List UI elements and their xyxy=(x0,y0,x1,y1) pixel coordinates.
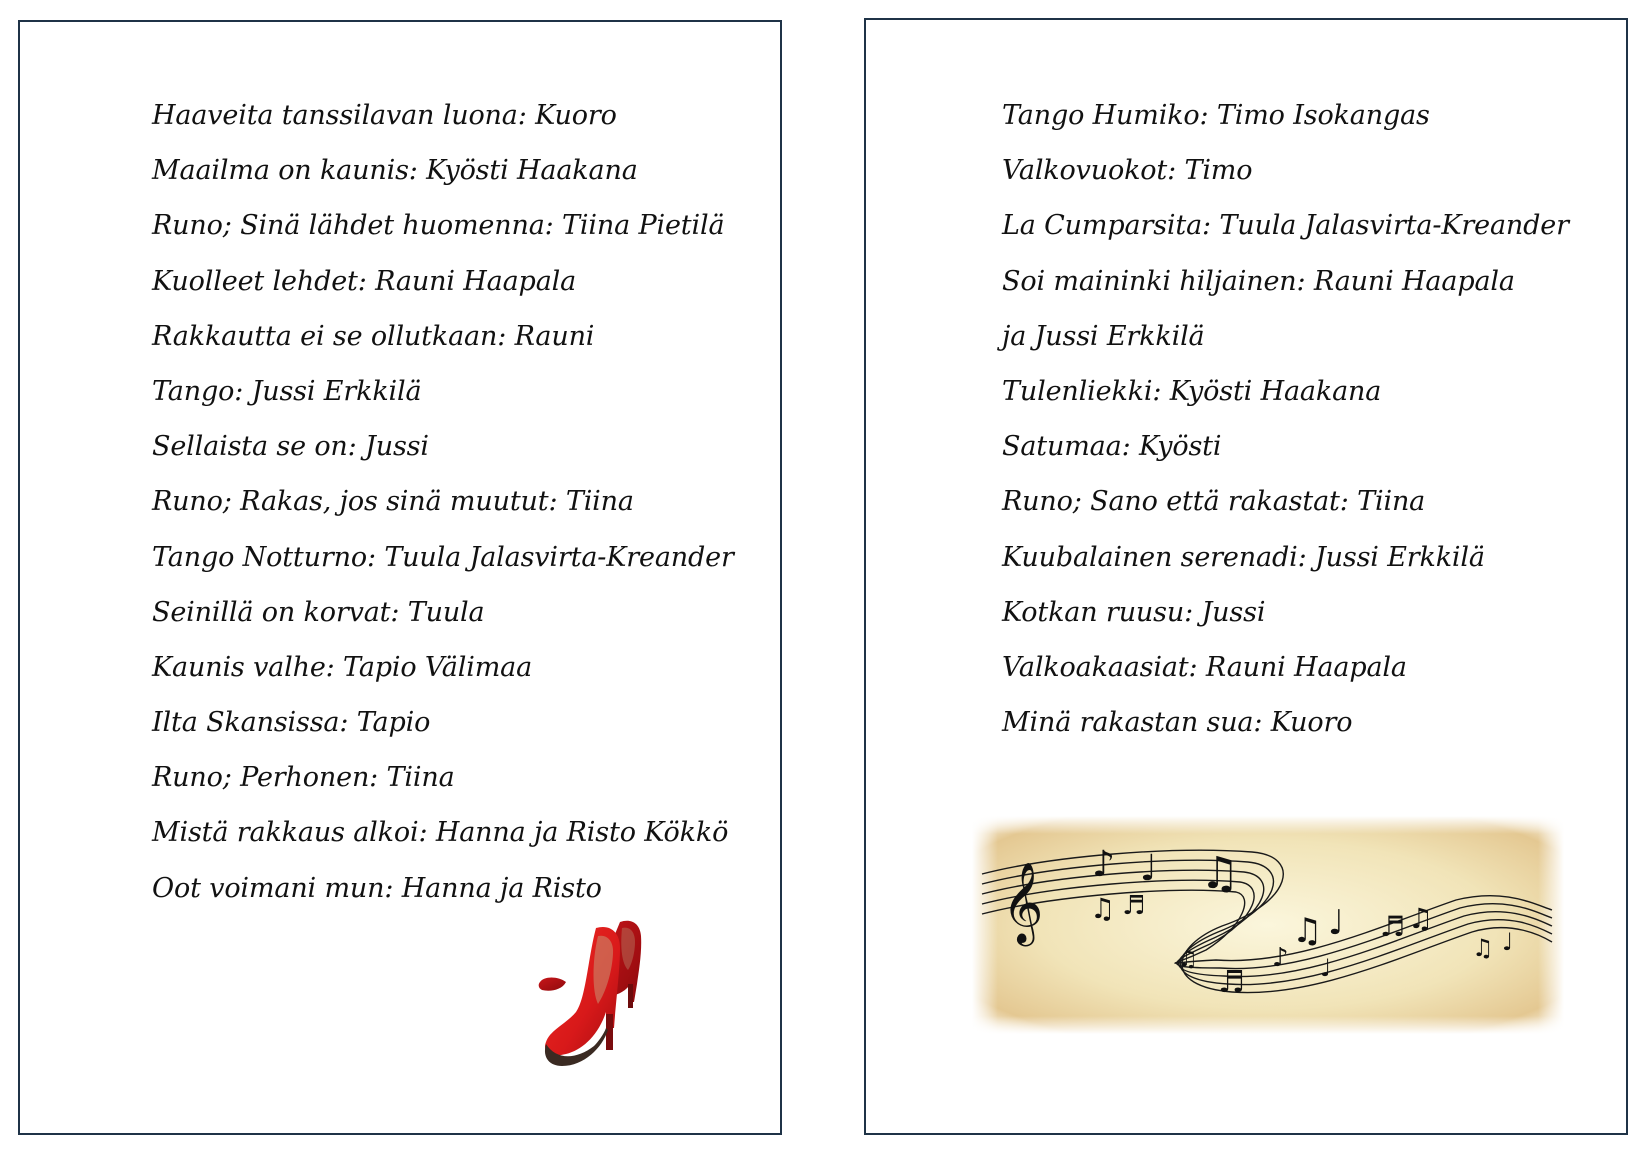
song-item: Satumaa: Kyösti xyxy=(1002,431,1222,463)
svg-text:♪: ♪ xyxy=(1092,844,1115,885)
svg-text:♫: ♫ xyxy=(1408,902,1434,935)
song-item: Haaveita tanssilavan luona: Kuoro xyxy=(152,100,617,131)
song-item: Sellaista se on: Jussi xyxy=(152,431,429,463)
svg-text:♫: ♫ xyxy=(1472,934,1494,962)
right-song-list xyxy=(1002,88,1569,750)
song-item: Valkoakaasiat: Rauni Haapala xyxy=(1002,651,1407,683)
song-item: Minä rakastan sua: Kuoro xyxy=(1002,707,1353,739)
song-item: Runo; Sano että rakastat: Tiina xyxy=(1002,486,1426,518)
svg-text:♫: ♫ xyxy=(1200,848,1240,899)
right-page xyxy=(864,18,1628,1135)
song-item: Soi maininki hiljainen: Rauni Haapala xyxy=(1002,265,1515,297)
red-shoes-image xyxy=(536,918,658,1068)
song-item: Seinillä on korvat: Tuula xyxy=(152,596,485,628)
left-page xyxy=(18,20,782,1135)
music-notes-banner-image xyxy=(972,816,1564,1034)
song-item: Valkovuokot: Timo xyxy=(1002,155,1253,187)
svg-text:♬: ♬ xyxy=(1380,910,1406,943)
svg-text:♬: ♬ xyxy=(1218,965,1245,1000)
svg-text:♩: ♩ xyxy=(1328,903,1345,943)
song-item: Runo; Rakas, jos sinä muutut: Tiina xyxy=(152,486,634,518)
song-item: Rakkautta ei se ollutkaan: Rauni xyxy=(152,320,595,352)
svg-text:♬: ♬ xyxy=(1122,891,1146,921)
song-item: Runo; Perhonen: Tiina xyxy=(152,762,455,794)
svg-text:♩: ♩ xyxy=(1320,954,1332,982)
song-item: Tango: Jussi Erkkilä xyxy=(152,375,422,407)
song-item: Tulenliekki: Kyösti Haakana xyxy=(1002,375,1382,407)
svg-text:♪: ♪ xyxy=(1272,943,1289,973)
song-item: Runo; Sinä lähdet huomenna: Tiina Pietilä xyxy=(152,210,725,242)
svg-text:♫: ♫ xyxy=(1090,892,1116,925)
svg-text:♫: ♫ xyxy=(1292,911,1323,951)
svg-text:𝄞: 𝄞 xyxy=(1002,861,1044,943)
song-item: Kuolleet lehdet: Rauni Haapala xyxy=(152,265,577,297)
left-song-list xyxy=(152,88,734,916)
song-item: Mistä rakkaus alkoi: Hanna ja Risto Kökkö xyxy=(152,817,729,849)
song-item: Tango Notturno: Tuula Jalasvirta-Kreander xyxy=(152,541,734,573)
song-item: Kuubalainen serenadi: Jussi Erkkilä xyxy=(1002,541,1485,573)
song-item: Maailma on kaunis: Kyösti Haakana xyxy=(152,155,638,187)
song-item: Ilta Skansissa: Tapio xyxy=(152,707,431,739)
svg-text:♩: ♩ xyxy=(1140,848,1157,889)
svg-text:♩: ♩ xyxy=(1502,928,1514,956)
song-item: ja Jussi Erkkilä xyxy=(1002,320,1205,352)
song-item: Kotkan ruusu: Jussi xyxy=(1002,596,1266,628)
svg-text:♫: ♫ xyxy=(1178,947,1198,972)
song-item: Oot voimani mun: Hanna ja Risto xyxy=(152,872,602,904)
song-item: Kaunis valhe: Tapio Välimaa xyxy=(152,651,533,683)
song-item: La Cumparsita: Tuula Jalasvirta-Kreander xyxy=(1002,210,1569,242)
song-item: Tango Humiko: Timo Isokangas xyxy=(1002,100,1430,131)
